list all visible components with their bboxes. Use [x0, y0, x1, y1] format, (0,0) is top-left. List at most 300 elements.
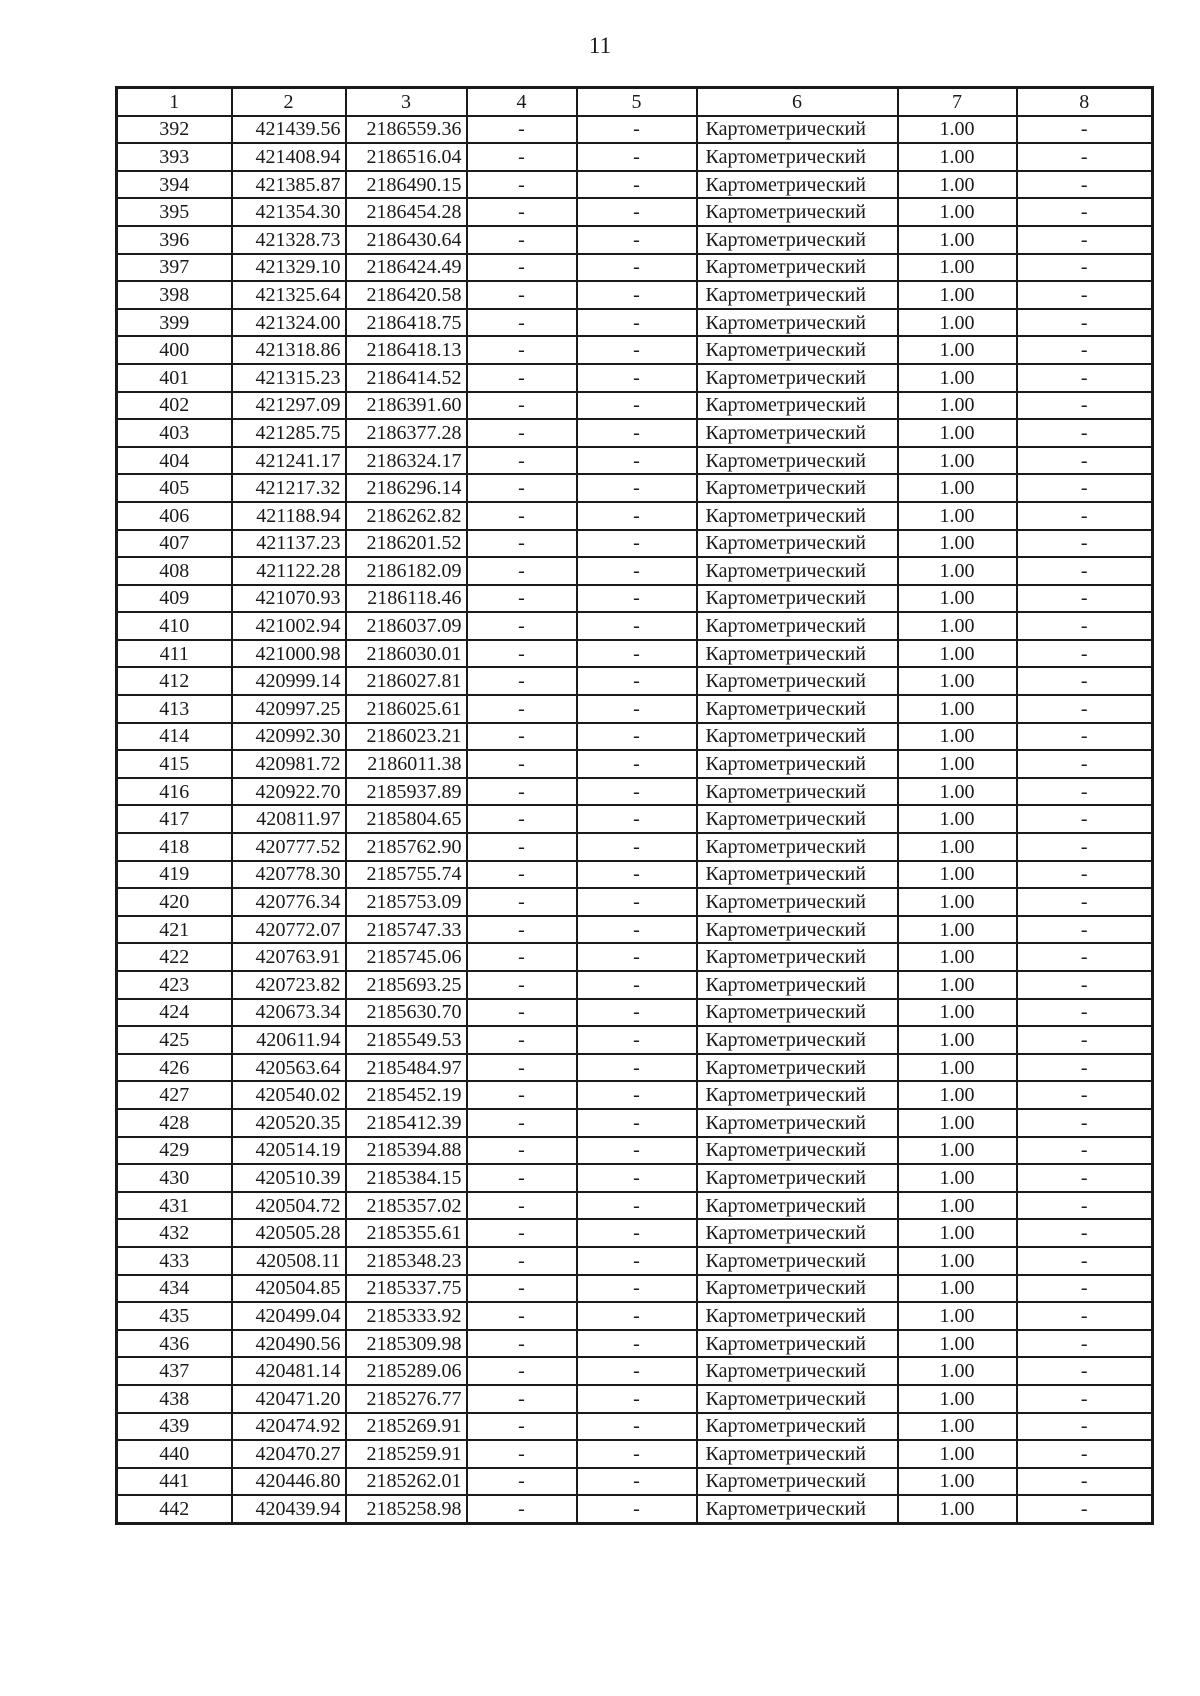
- method-cell: Картометрический: [697, 805, 898, 833]
- column-5-cell: -: [577, 557, 697, 585]
- x-coordinate-cell: 421439.56: [232, 116, 346, 144]
- accuracy-cell: 1.00: [898, 999, 1017, 1027]
- column-8-cell: -: [1017, 943, 1153, 971]
- accuracy-cell: 1.00: [898, 750, 1017, 778]
- method-cell: Картометрический: [697, 723, 898, 751]
- y-coordinate-cell: 2186030.01: [346, 640, 467, 668]
- column-4-cell: -: [467, 557, 577, 585]
- table-row: [117, 1081, 1153, 1109]
- method-cell: Картометрический: [697, 198, 898, 226]
- column-5-cell: -: [577, 1054, 697, 1082]
- method-cell: Картометрический: [697, 254, 898, 282]
- accuracy-cell: 1.00: [898, 364, 1017, 392]
- x-coordinate-cell: 421285.75: [232, 419, 346, 447]
- accuracy-cell: 1.00: [898, 419, 1017, 447]
- x-coordinate-cell: 420471.20: [232, 1385, 346, 1413]
- method-cell: Картометрический: [697, 1330, 898, 1358]
- method-cell: Картометрический: [697, 502, 898, 530]
- x-coordinate-cell: 420981.72: [232, 750, 346, 778]
- table-row: [117, 1413, 1153, 1441]
- accuracy-cell: 1.00: [898, 888, 1017, 916]
- point-number-cell: 413: [117, 695, 232, 723]
- point-number-cell: 407: [117, 530, 232, 558]
- method-cell: Картометрический: [697, 1247, 898, 1275]
- point-number-cell: 421: [117, 916, 232, 944]
- point-number-cell: 434: [117, 1275, 232, 1303]
- column-4-cell: -: [467, 419, 577, 447]
- column-5-cell: -: [577, 309, 697, 337]
- accuracy-cell: 1.00: [898, 1275, 1017, 1303]
- table-row: [117, 1247, 1153, 1275]
- y-coordinate-cell: 2186454.28: [346, 198, 467, 226]
- column-5-cell: -: [577, 198, 697, 226]
- method-cell: Картометрический: [697, 888, 898, 916]
- table-row: [117, 171, 1153, 199]
- table-row: [117, 1137, 1153, 1165]
- column-8-cell: -: [1017, 640, 1153, 668]
- column-4-cell: -: [467, 392, 577, 420]
- x-coordinate-cell: 420514.19: [232, 1137, 346, 1165]
- column-4-cell: -: [467, 1137, 577, 1165]
- column-5-cell: -: [577, 1468, 697, 1496]
- column-4-cell: -: [467, 888, 577, 916]
- column-8-cell: -: [1017, 723, 1153, 751]
- x-coordinate-cell: 421354.30: [232, 198, 346, 226]
- accuracy-cell: 1.00: [898, 1054, 1017, 1082]
- column-8-cell: -: [1017, 281, 1153, 309]
- method-cell: Картометрический: [697, 612, 898, 640]
- y-coordinate-cell: 2185755.74: [346, 861, 467, 889]
- y-coordinate-cell: 2185309.98: [346, 1330, 467, 1358]
- y-coordinate-cell: 2185693.25: [346, 971, 467, 999]
- table-row: [117, 943, 1153, 971]
- column-8-cell: -: [1017, 916, 1153, 944]
- column-8-cell: -: [1017, 1413, 1153, 1441]
- accuracy-cell: 1.00: [898, 723, 1017, 751]
- table-row: [117, 419, 1153, 447]
- column-5-cell: -: [577, 1247, 697, 1275]
- column-5-cell: -: [577, 1275, 697, 1303]
- y-coordinate-cell: 2185937.89: [346, 778, 467, 806]
- accuracy-cell: 1.00: [898, 143, 1017, 171]
- x-coordinate-cell: 421070.93: [232, 585, 346, 613]
- table-row: [117, 971, 1153, 999]
- column-8-cell: -: [1017, 695, 1153, 723]
- column-5-cell: -: [577, 1495, 697, 1523]
- column-5-cell: -: [577, 971, 697, 999]
- point-number-cell: 402: [117, 392, 232, 420]
- x-coordinate-cell: 420777.52: [232, 833, 346, 861]
- table-row: [117, 502, 1153, 530]
- point-number-cell: 395: [117, 198, 232, 226]
- point-number-cell: 437: [117, 1357, 232, 1385]
- accuracy-cell: 1.00: [898, 226, 1017, 254]
- x-coordinate-cell: 420470.27: [232, 1440, 346, 1468]
- column-5-cell: -: [577, 336, 697, 364]
- x-coordinate-cell: 420776.34: [232, 888, 346, 916]
- column-8-cell: -: [1017, 585, 1153, 613]
- y-coordinate-cell: 2185262.01: [346, 1468, 467, 1496]
- x-coordinate-cell: 421315.23: [232, 364, 346, 392]
- method-cell: Картометрический: [697, 833, 898, 861]
- y-coordinate-cell: 2185384.15: [346, 1164, 467, 1192]
- column-4-cell: -: [467, 198, 577, 226]
- column-5-cell: -: [577, 999, 697, 1027]
- method-cell: Картометрический: [697, 778, 898, 806]
- column-4-cell: -: [467, 1026, 577, 1054]
- column-8-cell: -: [1017, 1385, 1153, 1413]
- column-8-cell: -: [1017, 1275, 1153, 1303]
- accuracy-cell: 1.00: [898, 1302, 1017, 1330]
- accuracy-cell: 1.00: [898, 916, 1017, 944]
- accuracy-cell: 1.00: [898, 392, 1017, 420]
- point-number-cell: 408: [117, 557, 232, 585]
- column-8-cell: -: [1017, 447, 1153, 475]
- y-coordinate-cell: 2186037.09: [346, 612, 467, 640]
- table-row: [117, 723, 1153, 751]
- column-8-cell: -: [1017, 474, 1153, 502]
- column-8-cell: -: [1017, 502, 1153, 530]
- x-coordinate-cell: 421328.73: [232, 226, 346, 254]
- column-4-cell: -: [467, 1330, 577, 1358]
- column-8-cell: -: [1017, 336, 1153, 364]
- point-number-cell: 394: [117, 171, 232, 199]
- y-coordinate-cell: 2186296.14: [346, 474, 467, 502]
- column-8-cell: -: [1017, 392, 1153, 420]
- y-coordinate-cell: 2186418.75: [346, 309, 467, 337]
- table-row: [117, 1192, 1153, 1220]
- column-5-cell: -: [577, 805, 697, 833]
- table-row: [117, 226, 1153, 254]
- point-number-cell: 416: [117, 778, 232, 806]
- column-4-cell: -: [467, 1164, 577, 1192]
- column-4-cell: -: [467, 1219, 577, 1247]
- accuracy-cell: 1.00: [898, 281, 1017, 309]
- column-5-cell: -: [577, 143, 697, 171]
- point-number-cell: 429: [117, 1137, 232, 1165]
- column-8-cell: -: [1017, 1109, 1153, 1137]
- coordinates-table: [115, 86, 1154, 1525]
- table-row: [117, 667, 1153, 695]
- y-coordinate-cell: 2185412.39: [346, 1109, 467, 1137]
- table-row: [117, 999, 1153, 1027]
- point-number-cell: 404: [117, 447, 232, 475]
- table-row: [117, 281, 1153, 309]
- column-8-cell: -: [1017, 1081, 1153, 1109]
- accuracy-cell: 1.00: [898, 171, 1017, 199]
- point-number-cell: 427: [117, 1081, 232, 1109]
- column-8-cell: -: [1017, 1192, 1153, 1220]
- method-cell: Картометрический: [697, 171, 898, 199]
- column-8-cell: -: [1017, 1164, 1153, 1192]
- column-5-cell: -: [577, 1357, 697, 1385]
- method-cell: Картометрический: [697, 1054, 898, 1082]
- x-coordinate-cell: 420997.25: [232, 695, 346, 723]
- accuracy-cell: 1.00: [898, 695, 1017, 723]
- table-row: [117, 143, 1153, 171]
- column-8-cell: -: [1017, 1495, 1153, 1523]
- y-coordinate-cell: 2185394.88: [346, 1137, 467, 1165]
- x-coordinate-cell: 420504.85: [232, 1275, 346, 1303]
- column-4-cell: -: [467, 723, 577, 751]
- accuracy-cell: 1.00: [898, 1440, 1017, 1468]
- method-cell: Картометрический: [697, 861, 898, 889]
- method-cell: Картометрический: [697, 750, 898, 778]
- accuracy-cell: 1.00: [898, 474, 1017, 502]
- method-cell: Картометрический: [697, 447, 898, 475]
- table-row: [117, 916, 1153, 944]
- x-coordinate-cell: 420510.39: [232, 1164, 346, 1192]
- column-header: 3: [346, 88, 467, 116]
- table-row: [117, 1164, 1153, 1192]
- method-cell: Картометрический: [697, 1026, 898, 1054]
- column-4-cell: -: [467, 447, 577, 475]
- table-row: [117, 1357, 1153, 1385]
- accuracy-cell: 1.00: [898, 1109, 1017, 1137]
- column-4-cell: -: [467, 640, 577, 668]
- y-coordinate-cell: 2186516.04: [346, 143, 467, 171]
- column-5-cell: -: [577, 364, 697, 392]
- column-8-cell: -: [1017, 1330, 1153, 1358]
- y-coordinate-cell: 2186011.38: [346, 750, 467, 778]
- table-row: [117, 557, 1153, 585]
- method-cell: Картометрический: [697, 916, 898, 944]
- column-8-cell: -: [1017, 612, 1153, 640]
- point-number-cell: 399: [117, 309, 232, 337]
- y-coordinate-cell: 2186118.46: [346, 585, 467, 613]
- table-row: [117, 254, 1153, 282]
- y-coordinate-cell: 2186424.49: [346, 254, 467, 282]
- column-8-cell: -: [1017, 805, 1153, 833]
- y-coordinate-cell: 2186262.82: [346, 502, 467, 530]
- method-cell: Картометрический: [697, 530, 898, 558]
- x-coordinate-cell: 420446.80: [232, 1468, 346, 1496]
- x-coordinate-cell: 420504.72: [232, 1192, 346, 1220]
- method-cell: Картометрический: [697, 943, 898, 971]
- table-row: [117, 1440, 1153, 1468]
- point-number-cell: 431: [117, 1192, 232, 1220]
- accuracy-cell: 1.00: [898, 1357, 1017, 1385]
- y-coordinate-cell: 2186418.13: [346, 336, 467, 364]
- x-coordinate-cell: 420508.11: [232, 1247, 346, 1275]
- column-4-cell: -: [467, 1385, 577, 1413]
- accuracy-cell: 1.00: [898, 309, 1017, 337]
- column-5-cell: -: [577, 1219, 697, 1247]
- y-coordinate-cell: 2185452.19: [346, 1081, 467, 1109]
- column-8-cell: -: [1017, 667, 1153, 695]
- accuracy-cell: 1.00: [898, 640, 1017, 668]
- x-coordinate-cell: 421137.23: [232, 530, 346, 558]
- x-coordinate-cell: 420490.56: [232, 1330, 346, 1358]
- column-4-cell: -: [467, 474, 577, 502]
- column-5-cell: -: [577, 1164, 697, 1192]
- accuracy-cell: 1.00: [898, 447, 1017, 475]
- method-cell: Картометрический: [697, 1440, 898, 1468]
- y-coordinate-cell: 2186420.58: [346, 281, 467, 309]
- point-number-cell: 406: [117, 502, 232, 530]
- column-4-cell: -: [467, 612, 577, 640]
- column-8-cell: -: [1017, 143, 1153, 171]
- y-coordinate-cell: 2185337.75: [346, 1275, 467, 1303]
- column-5-cell: -: [577, 585, 697, 613]
- column-8-cell: -: [1017, 888, 1153, 916]
- column-5-cell: -: [577, 474, 697, 502]
- point-number-cell: 418: [117, 833, 232, 861]
- x-coordinate-cell: 420811.97: [232, 805, 346, 833]
- column-header: 1: [117, 88, 232, 116]
- column-8-cell: -: [1017, 1357, 1153, 1385]
- column-5-cell: -: [577, 502, 697, 530]
- accuracy-cell: 1.00: [898, 778, 1017, 806]
- x-coordinate-cell: 421325.64: [232, 281, 346, 309]
- x-coordinate-cell: 420673.34: [232, 999, 346, 1027]
- column-5-cell: -: [577, 1192, 697, 1220]
- y-coordinate-cell: 2186559.36: [346, 116, 467, 144]
- x-coordinate-cell: 421217.32: [232, 474, 346, 502]
- point-number-cell: 405: [117, 474, 232, 502]
- y-coordinate-cell: 2186182.09: [346, 557, 467, 585]
- y-coordinate-cell: 2185333.92: [346, 1302, 467, 1330]
- table-row: [117, 1109, 1153, 1137]
- method-cell: Картометрический: [697, 1302, 898, 1330]
- table-row: [117, 364, 1153, 392]
- accuracy-cell: 1.00: [898, 254, 1017, 282]
- point-number-cell: 433: [117, 1247, 232, 1275]
- column-4-cell: -: [467, 530, 577, 558]
- y-coordinate-cell: 2186201.52: [346, 530, 467, 558]
- method-cell: Картометрический: [697, 1081, 898, 1109]
- y-coordinate-cell: 2185484.97: [346, 1054, 467, 1082]
- column-8-cell: -: [1017, 1440, 1153, 1468]
- y-coordinate-cell: 2185259.91: [346, 1440, 467, 1468]
- accuracy-cell: 1.00: [898, 1164, 1017, 1192]
- column-5-cell: -: [577, 392, 697, 420]
- column-4-cell: -: [467, 1109, 577, 1137]
- x-coordinate-cell: 420772.07: [232, 916, 346, 944]
- column-8-cell: -: [1017, 1302, 1153, 1330]
- column-4-cell: -: [467, 116, 577, 144]
- column-8-cell: -: [1017, 1468, 1153, 1496]
- accuracy-cell: 1.00: [898, 1468, 1017, 1496]
- column-header: 8: [1017, 88, 1153, 116]
- accuracy-cell: 1.00: [898, 667, 1017, 695]
- point-number-cell: 396: [117, 226, 232, 254]
- column-5-cell: -: [577, 1440, 697, 1468]
- point-number-cell: 419: [117, 861, 232, 889]
- column-8-cell: -: [1017, 364, 1153, 392]
- x-coordinate-cell: 420439.94: [232, 1495, 346, 1523]
- accuracy-cell: 1.00: [898, 1247, 1017, 1275]
- table-row: [117, 447, 1153, 475]
- point-number-cell: 415: [117, 750, 232, 778]
- page-number: 11: [588, 33, 612, 58]
- column-4-cell: -: [467, 1054, 577, 1082]
- x-coordinate-cell: 420922.70: [232, 778, 346, 806]
- accuracy-cell: 1.00: [898, 861, 1017, 889]
- point-number-cell: 430: [117, 1164, 232, 1192]
- x-coordinate-cell: 420520.35: [232, 1109, 346, 1137]
- y-coordinate-cell: 2186391.60: [346, 392, 467, 420]
- x-coordinate-cell: 421241.17: [232, 447, 346, 475]
- column-4-cell: -: [467, 778, 577, 806]
- table-row: [117, 474, 1153, 502]
- y-coordinate-cell: 2185355.61: [346, 1219, 467, 1247]
- point-number-cell: 422: [117, 943, 232, 971]
- table-row: [117, 1495, 1153, 1523]
- method-cell: Картометрический: [697, 281, 898, 309]
- table-row: [117, 309, 1153, 337]
- accuracy-cell: 1.00: [898, 585, 1017, 613]
- column-5-cell: -: [577, 695, 697, 723]
- x-coordinate-cell: 420481.14: [232, 1357, 346, 1385]
- accuracy-cell: 1.00: [898, 805, 1017, 833]
- x-coordinate-cell: 421329.10: [232, 254, 346, 282]
- column-5-cell: -: [577, 1137, 697, 1165]
- x-coordinate-cell: 421324.00: [232, 309, 346, 337]
- column-header: 2: [232, 88, 346, 116]
- x-coordinate-cell: 420723.82: [232, 971, 346, 999]
- point-number-cell: 414: [117, 723, 232, 751]
- method-cell: Картометрический: [697, 971, 898, 999]
- column-5-cell: -: [577, 226, 697, 254]
- column-8-cell: -: [1017, 419, 1153, 447]
- column-4-cell: -: [467, 916, 577, 944]
- table-row: [117, 1302, 1153, 1330]
- column-5-cell: -: [577, 1109, 697, 1137]
- method-cell: Картометрический: [697, 1413, 898, 1441]
- point-number-cell: 424: [117, 999, 232, 1027]
- method-cell: Картометрический: [697, 309, 898, 337]
- column-5-cell: -: [577, 281, 697, 309]
- table-row: [117, 805, 1153, 833]
- x-coordinate-cell: 420763.91: [232, 943, 346, 971]
- column-8-cell: -: [1017, 833, 1153, 861]
- column-4-cell: -: [467, 226, 577, 254]
- column-4-cell: -: [467, 1192, 577, 1220]
- column-5-cell: -: [577, 640, 697, 668]
- column-8-cell: -: [1017, 1219, 1153, 1247]
- accuracy-cell: 1.00: [898, 943, 1017, 971]
- column-5-cell: -: [577, 1413, 697, 1441]
- x-coordinate-cell: 421318.86: [232, 336, 346, 364]
- column-4-cell: -: [467, 805, 577, 833]
- table-row: [117, 778, 1153, 806]
- column-4-cell: -: [467, 750, 577, 778]
- table-row: [117, 198, 1153, 226]
- table-row: [117, 695, 1153, 723]
- column-4-cell: -: [467, 336, 577, 364]
- column-4-cell: -: [467, 1468, 577, 1496]
- point-number-cell: 442: [117, 1495, 232, 1523]
- column-4-cell: -: [467, 1081, 577, 1109]
- column-8-cell: -: [1017, 198, 1153, 226]
- column-4-cell: -: [467, 833, 577, 861]
- table-body: [117, 116, 1153, 1524]
- accuracy-cell: 1.00: [898, 1219, 1017, 1247]
- accuracy-cell: 1.00: [898, 612, 1017, 640]
- table-row: [117, 833, 1153, 861]
- table-row: [117, 1330, 1153, 1358]
- method-cell: Картометрический: [697, 474, 898, 502]
- column-8-cell: -: [1017, 309, 1153, 337]
- column-5-cell: -: [577, 1385, 697, 1413]
- point-number-cell: 428: [117, 1109, 232, 1137]
- y-coordinate-cell: 2186377.28: [346, 419, 467, 447]
- point-number-cell: 435: [117, 1302, 232, 1330]
- accuracy-cell: 1.00: [898, 1137, 1017, 1165]
- point-number-cell: 403: [117, 419, 232, 447]
- column-header: 6: [697, 88, 898, 116]
